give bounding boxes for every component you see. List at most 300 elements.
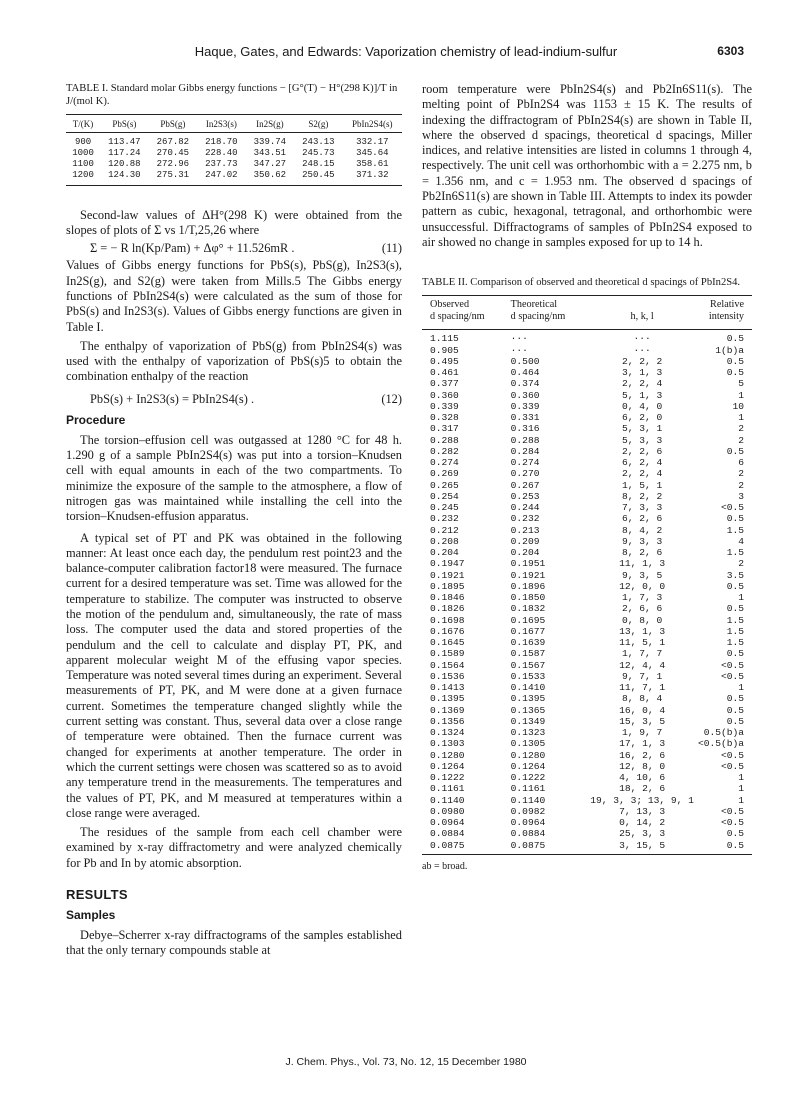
table-row [422, 345, 752, 356]
table-row [422, 817, 752, 828]
table2-cell-hkl: 5, 3, 1 [621, 423, 663, 435]
table2-cell-intensity: 1.5 [726, 637, 744, 649]
table2-cell-intensity: 2 [738, 558, 744, 570]
left-para-4: The torsion–effusion cell was outgassed at 1280 °C for 48 h. 1.290 g of a sample PbIn2S4(s) was put into a torsion–Knudsen cell with equal amounts in each of the two compartments. To minimize the exposure of the sample to the atmosphere, a flow of nitrogen gas was maintained while installing the cell into the torsion–Knudsen-effusion apparatus. [66, 432, 402, 524]
table2-cell-theoretical: ··· [510, 344, 528, 356]
table-row [422, 390, 752, 401]
table2-cell-hkl: 12, 8, 0 [619, 760, 666, 772]
table-row [422, 626, 752, 637]
table2-cell-theoretical: 0.316 [510, 423, 540, 435]
table-row [422, 772, 752, 783]
table1-cell: 345.64 [356, 147, 389, 158]
table2-cell-intensity: 4 [738, 535, 744, 547]
table-row [422, 468, 752, 479]
table2-cell-hkl: 19, 3, 3; 13, 9, 1 [590, 794, 694, 806]
table2-cell-theoretical: 0.331 [510, 412, 540, 424]
page-number: 6303 [717, 44, 744, 58]
table2-cell-intensity: 1 [738, 783, 744, 795]
table2-cell-hkl: 1, 5, 1 [621, 479, 663, 491]
table2-cell-observed: 0.204 [430, 547, 459, 559]
table2-cell-theoretical: ··· [510, 333, 528, 345]
table-row [422, 615, 752, 626]
table2-cell-intensity: 1.5 [726, 614, 744, 626]
equation-12-text: PbS(s) + In2S3(s) = PbIn2S4(s) . [90, 391, 255, 406]
table-row [66, 170, 402, 186]
table2-cell-intensity: 1 [738, 412, 744, 424]
table2-cell-theoretical: 0.1896 [510, 580, 546, 592]
table1-cell: 1100 [72, 158, 94, 169]
table-row [422, 435, 752, 446]
table-row [422, 367, 752, 378]
table-row [422, 502, 752, 513]
table2-header-row [422, 296, 752, 330]
table2-cell-theoretical: 0.339 [510, 400, 540, 412]
table2-cell-observed: 0.288 [430, 434, 459, 446]
table1-header-row [66, 115, 402, 133]
procedure-heading: Procedure [66, 412, 126, 427]
table-row [422, 716, 752, 727]
table2-cell-observed: 0.1369 [430, 704, 465, 716]
table2-cell-intensity: 0.5 [726, 693, 744, 705]
table-row [422, 738, 752, 749]
table-row [422, 536, 752, 547]
table1-header-cell: In2S(g) [256, 119, 284, 129]
table-row [422, 637, 752, 648]
table1-cell: 245.73 [302, 147, 335, 158]
table2-cell-theoretical: 0.1323 [510, 727, 546, 739]
table2-cell-observed: 0.495 [430, 355, 459, 367]
table-row [422, 423, 752, 434]
table-row [422, 558, 752, 569]
table-row [66, 133, 402, 148]
table-row [66, 158, 402, 169]
table2-cell-theoretical: 0.1161 [510, 783, 546, 795]
table1-header-cell: PbS(g) [160, 119, 186, 129]
table2-cell-observed: 0.1676 [430, 625, 465, 637]
table2-cell-intensity: 0.5 [726, 355, 744, 367]
table1-header-cell: T/(K) [72, 119, 94, 129]
table2-cell-observed: 0.1536 [430, 670, 465, 682]
table2-cell-hkl: ··· [633, 333, 651, 345]
table2-cell-intensity: 1 [738, 682, 744, 694]
table2-cell-observed: 0.1324 [430, 727, 465, 739]
table2-cell-intensity: 3 [738, 490, 744, 502]
table-row [422, 513, 752, 524]
left-column [66, 82, 402, 959]
table2-header-intensity: Relative intensity [708, 299, 744, 323]
table2-cell-intensity: 0.5 [726, 839, 744, 851]
table2-cell-observed: 0.1589 [430, 648, 465, 660]
running-head: Haque, Gates, and Edwards: Vaporization chemistry of lead-indium-sulfur [194, 44, 618, 59]
table1-cell: 1000 [72, 147, 94, 158]
table2-cell-intensity: <0.5 [720, 817, 744, 829]
table2-cell-observed: 0.360 [430, 389, 459, 401]
table1-cell: 332.17 [356, 136, 389, 147]
table1-header-cell: In2S3(s) [205, 119, 237, 129]
table2-cell-observed: 0.254 [430, 490, 459, 502]
table2-cell-intensity: 1 [738, 772, 744, 784]
table2-cell-observed: 0.1846 [430, 592, 465, 604]
table-row [422, 682, 752, 693]
table-row [422, 840, 752, 855]
table-row [422, 795, 752, 806]
samples-heading: Samples [66, 908, 116, 923]
table1-cell: 267.82 [156, 136, 190, 147]
table2-cell-intensity: 1 [738, 389, 744, 401]
table2-cell-theoretical: 0.213 [510, 524, 540, 536]
table2-cell-theoretical: 0.284 [510, 445, 540, 457]
table2-cell-theoretical: 0.0884 [510, 828, 546, 840]
table1-cell: 228.40 [205, 147, 238, 158]
table2-cell-hkl: 3, 1, 3 [621, 367, 663, 379]
equation-11-text: Σ = − R ln(Kp/Pam) + Δφ° + 11.526mR . [90, 241, 295, 256]
table2-cell-theoretical: 0.253 [510, 490, 540, 502]
table2 [422, 295, 752, 855]
table2-cell-observed: 0.317 [430, 423, 459, 435]
table-row [422, 603, 752, 614]
table2-cell-intensity: 0.5 [726, 603, 744, 615]
table2-cell-intensity: <0.5 [720, 502, 744, 514]
table1-cell: 120.88 [108, 158, 141, 169]
table2-cell-hkl: 2, 2, 2 [621, 355, 663, 367]
left-para-3: The enthalpy of vaporization of PbS(g) from PbIn2S4(s) was used with the enthalpy of vaporization of PbS(s)5 to obtain the combination enthalpy of the reaction [66, 338, 402, 384]
left-para-5: A typical set of PT and PK was obtained in the following manner: At least once each day, the pendulum rest point23 and the balance-computer calibration factor18 were measured. The furnace current for a desired temperature was set. Time was allowed for the temperature to stabilize. The computer was instructed to observe the motion of the pendulum and, simultaneously, the rate of mass loss. The computer used the data and stored properties of the pendulum and the cell to calculate and display PT, PK, and apparent molecular weight M of the effusing vapor species. Temperature was noted several times during an experiment. Several measurements of PT, PK, and M were done at a given furnace current. Sometimes the temperature changed slightly while the current setting was constant. Thus, several data over a close range of temperature were obtained. Then the furnace current was changed for experiments at another temperature. The order in which the current settings were chosen was scattered so as to avoid any temperature trend in the measurements. The temperatures and the values of PT, PK, and M measured at temperatures within a close range were averaged. [66, 530, 402, 820]
table2-cell-observed: 0.905 [430, 344, 459, 356]
table2-cell-theoretical: 0.1264 [510, 760, 546, 772]
page-footer: J. Chem. Phys., Vol. 73, No. 12, 15 December 1980 [285, 1056, 527, 1068]
table2-cell-theoretical: 0.267 [510, 479, 540, 491]
table2-cell-theoretical: 0.1140 [510, 794, 546, 806]
table2-cell-theoretical: 0.1951 [510, 558, 546, 570]
table2-cell-observed: 0.208 [430, 535, 459, 547]
left-para-2: Values of Gibbs energy functions for PbS(s), PbS(g), In2S3(s), In2S(g), and S2(g) were taken from Mills.5 The Gibbs energy functions of PbIn2S4(s) were calculated as the sum of those for PbS(s) and In2S3(s). Values of Gibbs energy functions are given in Table I. [66, 258, 402, 334]
table2-cell-theoretical: 0.1587 [510, 648, 546, 660]
table-row [422, 671, 752, 682]
table2-cell-theoretical: 0.464 [510, 367, 540, 379]
table2-cell-hkl: 1, 9, 7 [621, 727, 663, 739]
table2-cell-hkl: 3, 15, 5 [619, 839, 666, 851]
table2-cell-observed: 0.1222 [430, 772, 465, 784]
table1-header-cell: PbS(s) [112, 119, 137, 129]
table2-cell-intensity: 0.5 [726, 828, 744, 840]
table2-cell-hkl: 2, 6, 6 [621, 603, 663, 615]
table1-cell: 275.31 [156, 170, 190, 181]
table2-cell-observed: 0.1698 [430, 614, 465, 626]
table2-cell-theoretical: 0.374 [510, 378, 540, 390]
table2-cell-intensity: 1 [738, 592, 744, 604]
table1-cell: 247.02 [205, 170, 238, 181]
table2-cell-hkl: 16, 0, 4 [619, 704, 666, 716]
table-row [422, 378, 752, 389]
table1-cell: 117.24 [108, 147, 141, 158]
table-row [422, 570, 752, 581]
table2-cell-hkl: 1, 7, 3 [621, 592, 663, 604]
table1-cell: 343.51 [253, 147, 287, 158]
table2-cell-observed: 0.1921 [430, 569, 465, 581]
table1-cell: 248.15 [302, 158, 335, 169]
table2-cell-theoretical: 0.1639 [510, 637, 546, 649]
table2-body [422, 330, 752, 855]
table2-cell-observed: 0.1140 [430, 794, 465, 806]
table2-cell-theoretical: 0.0875 [510, 839, 546, 851]
right-para-1: room temperature were PbIn2S4(s) and Pb2In6S11(s). The melting point of PbIn2S4 was 1153 ± 15 K. The results of indexing the diffractogram of PbIn2S4(s) are shown in Table II, where the observed d spacings, theoretical d spacings, Miller indices, and relative intensities are listed in columns 1 through 4, respectively. The unit cell was orthorhombic with a = 2.275 nm, b = 1.356 nm, and c = 1.953 nm. The observed d spacings of Pb2In6S11(s) are shown in Table III. Attempts to index its powder pattern as cubic, hexagonal, tetragonal, and orthorhombic were unsuccessful. Diffractograms of samples of PbIn2S4 exposed to air showed no change in samples exposed for up to 14 h. [422, 82, 752, 249]
table2-cell-intensity: 2 [738, 468, 744, 480]
table2-cell-hkl: 8, 8, 4 [621, 693, 663, 705]
table-row [422, 828, 752, 839]
table2-cell-observed: 0.232 [430, 513, 459, 525]
table-row [422, 581, 752, 592]
table2-cell-hkl: 0, 14, 2 [619, 817, 666, 829]
table2-cell-hkl: 0, 8, 0 [621, 614, 663, 626]
table2-cell-intensity: <0.5 [720, 670, 744, 682]
table2-cell-observed: 0.269 [430, 468, 459, 480]
table2-cell-intensity: 0.5 [726, 367, 744, 379]
table2-cell-intensity: 2 [738, 423, 744, 435]
page-header [0, 44, 812, 64]
table2-cell-intensity: 0.5 [726, 648, 744, 660]
table2-cell-intensity: 0.5 [726, 445, 744, 457]
table2-cell-theoretical: 0.1395 [510, 693, 546, 705]
table2-cell-observed: 0.245 [430, 502, 459, 514]
right-column [422, 82, 752, 872]
table2-cell-observed: 0.1564 [430, 659, 465, 671]
table1-body [66, 133, 402, 186]
table2-cell-observed: 0.282 [430, 445, 459, 457]
table2-cell-observed: 0.1645 [430, 637, 465, 649]
table2-cell-intensity: 3.5 [726, 569, 744, 581]
table2-cell-intensity: 0.5 [726, 580, 744, 592]
table2-cell-observed: 0.1947 [430, 558, 465, 570]
table2-cell-intensity: 6 [738, 457, 744, 469]
table2-cell-hkl: 5, 3, 3 [621, 434, 663, 446]
table2-cell-intensity: 0.5 [726, 333, 744, 345]
table2-cell-observed: 0.377 [430, 378, 459, 390]
table1-cell: 243.13 [302, 136, 335, 147]
table2-cell-theoretical: 0.0964 [510, 817, 546, 829]
table2-cell-intensity: 5 [738, 378, 744, 390]
left-para-6: The residues of the sample from each cell chamber were examined by x-ray diffractometry and were analyzed chemically for Pb and In by atomic absorption. [66, 825, 402, 870]
table2-cell-observed: 0.1280 [430, 749, 465, 761]
table2-cell-hkl: 17, 1, 3 [619, 738, 666, 750]
table2-cell-hkl: 25, 3, 3 [619, 828, 666, 840]
table2-cell-observed: 0.0964 [430, 817, 465, 829]
table-row [422, 480, 752, 491]
table2-cell-theoretical: 0.288 [510, 434, 540, 446]
table2-cell-observed: 0.0875 [430, 839, 465, 851]
table-row [422, 491, 752, 502]
table1-cell: 900 [74, 136, 92, 147]
table1-cell: 218.70 [205, 136, 238, 147]
table2-cell-hkl: 11, 7, 1 [619, 682, 666, 694]
table2-header-theoretical: Theoretical d spacing/nm [510, 299, 566, 323]
table2-cell-theoretical: 0.1567 [510, 659, 546, 671]
table-row [422, 705, 752, 716]
table1-cell: 250.45 [302, 170, 335, 181]
table2-cell-theoretical: 0.1695 [510, 614, 546, 626]
table-row [422, 525, 752, 536]
table2-cell-observed: 0.212 [430, 524, 459, 536]
equation-12 [66, 391, 402, 407]
table2-cell-observed: 0.0884 [430, 828, 465, 840]
table2-cell-hkl: 4, 10, 6 [619, 772, 666, 784]
table2-cell-intensity: 1.5 [726, 524, 744, 536]
table2-cell-hkl: 9, 3, 5 [621, 569, 663, 581]
table1-cell: 113.47 [108, 136, 141, 147]
table2-cell-intensity: <0.5 [720, 760, 744, 772]
table-row [422, 750, 752, 761]
table1-cell: 339.74 [253, 136, 287, 147]
table1-cell: 347.27 [253, 158, 287, 169]
table1-cell: 270.45 [156, 147, 190, 158]
equation-12-number: (12) [381, 391, 402, 406]
table2-cell-intensity: 1.5 [726, 547, 744, 559]
table2-footnote: ab = broad. [422, 860, 468, 872]
table1-cell: 272.96 [156, 158, 190, 169]
table2-cell-observed: 0.1413 [430, 682, 465, 694]
table2-cell-observed: 0.0980 [430, 805, 465, 817]
table2-cell-intensity: 0.5 [726, 715, 744, 727]
table-row [422, 457, 752, 468]
table2-cell-hkl: 16, 2, 6 [619, 749, 666, 761]
table2-cell-hkl: 12, 4, 4 [619, 659, 666, 671]
table2-cell-observed: 0.1356 [430, 715, 465, 727]
table2-cell-observed: 0.274 [430, 457, 459, 469]
table2-cell-hkl: 1, 7, 7 [621, 648, 663, 660]
table2-cell-observed: 0.1395 [430, 693, 465, 705]
table1-cell: 1200 [72, 170, 94, 181]
table2-cell-hkl: 2, 2, 4 [621, 468, 663, 480]
table2-cell-intensity: 0.5 [726, 704, 744, 716]
table1-cell: 124.30 [108, 170, 141, 181]
table2-cell-theoretical: 0.1921 [510, 569, 546, 581]
table-row [422, 592, 752, 603]
table2-cell-theoretical: 0.1365 [510, 704, 546, 716]
table2-cell-hkl: 6, 2, 0 [621, 412, 663, 424]
table2-cell-observed: 0.1264 [430, 760, 465, 772]
table2-cell-intensity: <0.5 [720, 659, 744, 671]
table2-cell-theoretical: 0.0982 [510, 805, 546, 817]
table2-cell-hkl: ··· [633, 344, 651, 356]
table2-cell-hkl: 6, 2, 4 [621, 457, 663, 469]
table2-cell-hkl: 8, 2, 2 [621, 490, 663, 502]
table2-cell-theoretical: 0.1850 [510, 592, 546, 604]
table2-cell-theoretical: 0.1533 [510, 670, 546, 682]
table2-cell-observed: 1.115 [430, 333, 459, 345]
table2-cell-theoretical: 0.1222 [510, 772, 546, 784]
table-row [422, 761, 752, 772]
table2-cell-theoretical: 0.244 [510, 502, 540, 514]
table2-cell-intensity: 1.5 [726, 625, 744, 637]
table2-cell-observed: 0.339 [430, 400, 459, 412]
table-row [422, 806, 752, 817]
table2-cell-hkl: 9, 3, 3 [621, 535, 663, 547]
table-row [422, 330, 752, 345]
table1 [66, 114, 402, 186]
table2-cell-theoretical: 0.270 [510, 468, 540, 480]
table2-cell-theoretical: 0.232 [510, 513, 540, 525]
left-para-7: Debye–Scherrer x-ray diffractograms of the samples established that the only ternary compounds stable at [66, 928, 402, 958]
table2-cell-intensity: 2 [738, 479, 744, 491]
left-para-1: Second-law values of ΔH°(298 K) were obtained from the slopes of plots of Σ vs 1/T,25,26 where [66, 207, 402, 238]
table2-cell-theoretical: 0.500 [510, 355, 540, 367]
table2-cell-observed: 0.265 [430, 479, 459, 491]
table2-cell-theoretical: 0.1410 [510, 682, 546, 694]
table-row [422, 648, 752, 659]
table2-cell-hkl: 12, 0, 0 [619, 580, 666, 592]
table2-header-hkl: h, k, l [630, 311, 654, 323]
table-row [422, 446, 752, 457]
results-heading: RESULTS [66, 887, 128, 903]
table2-cell-intensity: 0.5 [726, 513, 744, 525]
table1-cell: 237.73 [205, 158, 238, 169]
table2-cell-hkl: 15, 3, 5 [619, 715, 666, 727]
table2-cell-hkl: 18, 2, 6 [619, 783, 666, 795]
table-row [422, 660, 752, 671]
table2-cell-theoretical: 0.204 [510, 547, 540, 559]
table2-cell-intensity: <0.5 [720, 749, 744, 761]
table2-cell-intensity: 1 [738, 794, 744, 806]
table2-cell-hkl: 2, 2, 6 [621, 445, 663, 457]
table2-cell-theoretical: 0.1280 [510, 749, 546, 761]
table2-cell-hkl: 13, 1, 3 [619, 625, 666, 637]
table2-cell-observed: 0.1303 [430, 738, 465, 750]
table2-cell-observed: 0.328 [430, 412, 459, 424]
table-row [422, 547, 752, 558]
table2-cell-theoretical: 0.209 [510, 535, 540, 547]
table2-cell-intensity: <0.5(b)a [697, 738, 744, 750]
table-row [422, 401, 752, 412]
equation-11 [66, 240, 402, 256]
table2-cell-hkl: 5, 1, 3 [621, 389, 663, 401]
equation-11-number: (11) [381, 241, 402, 256]
table2-cell-hkl: 2, 2, 4 [621, 378, 663, 390]
table2-cell-observed: 0.461 [430, 367, 459, 379]
table2-cell-intensity: 10 [732, 400, 744, 412]
table1-caption: TABLE I. Standard molar Gibbs energy functions − [G°(T) − H°(298 K)]/T in J/(mol K). [66, 83, 398, 107]
table-row [422, 693, 752, 704]
table2-cell-hkl: 0, 4, 0 [621, 400, 663, 412]
table-row [422, 727, 752, 738]
table-row [422, 356, 752, 367]
table2-cell-intensity: <0.5 [720, 805, 744, 817]
table2-header-observed: Observed d spacing/nm [430, 299, 485, 323]
table2-cell-hkl: 7, 13, 3 [619, 805, 666, 817]
table2-cell-intensity: 0.5(b)a [703, 727, 744, 739]
table2-cell-hkl: 11, 5, 1 [619, 637, 666, 649]
table-row [422, 412, 752, 423]
table1-cell: 350.62 [253, 170, 287, 181]
table2-cell-hkl: 8, 4, 2 [621, 524, 663, 536]
table2-cell-hkl: 8, 2, 6 [621, 547, 663, 559]
table2-cell-theoretical: 0.360 [510, 389, 540, 401]
table1-header-cell: PbIn2S4(s) [352, 119, 393, 129]
table-row [66, 147, 402, 158]
table2-cell-hkl: 7, 3, 3 [621, 502, 663, 514]
table2-cell-intensity: 2 [738, 434, 744, 446]
table2-cell-theoretical: 0.274 [510, 457, 540, 469]
table2-cell-hkl: 11, 1, 3 [619, 558, 666, 570]
table1-header-cell: S2(g) [308, 119, 329, 129]
table2-cell-hkl: 9, 7, 1 [621, 670, 663, 682]
table-row [422, 783, 752, 794]
table2-caption: TABLE II. Comparison of observed and theoretical d spacings of PbIn2S4. [422, 277, 741, 289]
table1-cell: 371.32 [356, 170, 389, 181]
table2-cell-intensity: 1(b)a [715, 344, 744, 356]
table1-cell: 358.61 [356, 158, 389, 169]
table2-cell-observed: 0.1826 [430, 603, 465, 615]
table2-cell-observed: 0.1161 [430, 783, 465, 795]
table2-cell-theoretical: 0.1349 [510, 715, 546, 727]
